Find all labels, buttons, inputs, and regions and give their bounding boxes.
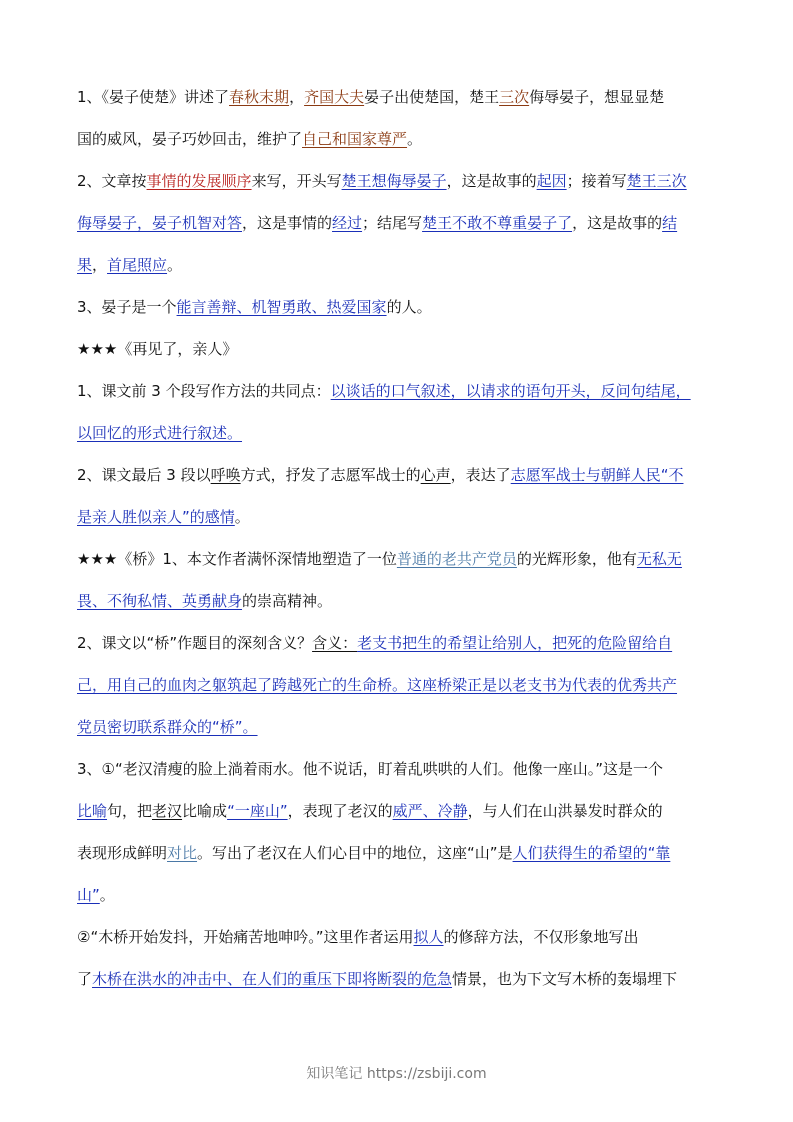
text-line: [77, 118, 717, 160]
text-segment: ，: [92, 256, 108, 274]
text-line: [77, 202, 717, 244]
underlined-answer: 比喻: [77, 802, 108, 820]
underlined-answer: 是亲人胜似亲人”的感情: [77, 508, 235, 526]
underlined-answer: 心声: [420, 466, 451, 484]
text-segment: ；接着写: [566, 172, 627, 190]
underlined-answer: 首尾照应: [107, 256, 168, 274]
text-segment: ，: [289, 88, 305, 106]
text-segment: 比喻成: [182, 802, 228, 820]
underlined-answer: 经过: [332, 214, 363, 232]
text-line: [77, 496, 717, 538]
text-segment: 。: [99, 886, 115, 904]
text-line: [77, 76, 717, 118]
underlined-answer: 己，用自己的血肉之躯筑起了跨越死亡的生命桥。这座桥梁正是以老支书为代表的优秀共产: [77, 676, 678, 694]
underlined-answer: 党员密切联系群众的“桥”。: [77, 718, 258, 736]
text-segment: 3、①“老汉清瘦的脸上淌着雨水。他不说话，盯着乱哄哄的人们。他像一座山。”这是一个: [77, 760, 664, 778]
text-segment: 。: [407, 130, 423, 148]
underlined-answer: 以回忆的形式进行叙述。: [77, 424, 243, 442]
text-segment: 的崇高精神。: [242, 592, 333, 610]
underlined-answer: 志愿军战士与朝鲜人民“不: [510, 466, 684, 484]
text-segment: 国的威风，晏子巧妙回击，维护了: [77, 130, 303, 148]
text-segment: 表现形成鲜明: [77, 844, 168, 862]
text-segment: ，这是故事的: [572, 214, 663, 232]
text-line: [77, 664, 717, 706]
underlined-answer: 春秋末期: [229, 88, 290, 106]
text-segment: 1、课文前 3 个段写作方法的共同点：: [77, 382, 331, 400]
underlined-answer: 侮辱晏子，晏子机智对答: [77, 214, 243, 232]
text-segment: 侮辱晏子，想显显楚: [529, 88, 665, 106]
text-line: [77, 748, 717, 790]
text-segment: 1、《晏子使楚》讲述了: [77, 88, 230, 106]
text-line: [77, 370, 717, 412]
text-segment: ，与人们在山洪暴发时群众的: [467, 802, 663, 820]
underlined-answer: “一座山”: [227, 802, 288, 820]
text-segment: ；结尾写: [362, 214, 423, 232]
text-line: [77, 580, 717, 622]
text-line: [77, 874, 717, 916]
underlined-answer: 老汉: [152, 802, 183, 820]
text-segment: 。写出了老汉在人们心目中的地位，这座“山”是: [197, 844, 513, 862]
text-segment: ★★★《再见了，亲人》: [77, 340, 238, 358]
text-segment: ★★★《桥》1、本文作者满怀深情地塑造了一位: [77, 550, 397, 568]
text-segment: ，表现了老汉的: [287, 802, 393, 820]
underlined-answer: 果: [77, 256, 93, 274]
text-line: [77, 412, 717, 454]
underlined-answer: 无私无: [636, 550, 682, 568]
underlined-answer: 以谈话的口气叙述，以请求的语句开头，反问句结尾，: [330, 382, 691, 400]
underlined-answer: 山”: [77, 886, 100, 904]
text-segment: ，这是事情的: [242, 214, 333, 232]
text-segment: 3、晏子是一个: [77, 298, 177, 316]
text-line: [77, 832, 717, 874]
text-segment: ，这是故事的: [446, 172, 537, 190]
underlined-answer: 拟人: [413, 928, 444, 946]
underlined-answer: 三次: [499, 88, 530, 106]
underlined-answer: 结: [662, 214, 678, 232]
text-segment: 的人。: [386, 298, 432, 316]
text-line: [77, 538, 717, 580]
text-line: [77, 916, 717, 958]
underlined-answer: 人们获得生的希望的“靠: [512, 844, 671, 862]
text-segment: 情景，也为下文写木桥的轰塌埋下: [452, 970, 678, 988]
text-line: [77, 160, 717, 202]
underlined-answer: 楚王不敢不尊重晏子了: [422, 214, 573, 232]
text-line: [77, 454, 717, 496]
text-line: [77, 958, 717, 1000]
text-segment: 2、文章按: [77, 172, 147, 190]
underlined-answer: 起因: [536, 172, 567, 190]
text-segment: 2、课文最后 3 段以: [77, 466, 211, 484]
underlined-answer: 畏、不徇私情、英勇献身: [77, 592, 243, 610]
underlined-answer: 含义：: [312, 634, 358, 652]
underlined-answer: 楚王想侮辱晏子: [341, 172, 447, 190]
text-segment: 的光辉形象，他有: [516, 550, 637, 568]
text-line: [77, 622, 717, 664]
text-line: [77, 706, 717, 748]
text-segment: ，表达了: [450, 466, 511, 484]
text-segment: 句，把: [107, 802, 153, 820]
text-segment: 方式，抒发了志愿军战士的: [240, 466, 421, 484]
text-segment: 的修辞方法，不仅形象地写出: [443, 928, 639, 946]
text-segment: 了: [77, 970, 93, 988]
text-segment: 来写，开头写: [251, 172, 342, 190]
underlined-answer: 对比: [167, 844, 198, 862]
text-line: [77, 328, 717, 370]
underlined-answer: 威严、冷静: [392, 802, 468, 820]
underlined-answer: 老支书把生的希望让给别人，把死的危险留给自: [357, 634, 673, 652]
text-line: [77, 244, 717, 286]
underlined-answer: 事情的发展顺序: [146, 172, 252, 190]
underlined-answer: 呼唤: [210, 466, 241, 484]
underlined-answer: 能言善辩、机智勇敢、热爱国家: [176, 298, 387, 316]
text-segment: ②“木桥开始发抖，开始痛苦地呻吟。”这里作者运用: [77, 928, 414, 946]
text-segment: 。: [167, 256, 183, 274]
text-segment: 2、课文以“桥”作题目的深刻含义？: [77, 634, 313, 652]
underlined-answer: 楚王三次: [626, 172, 687, 190]
text-segment: 。: [234, 508, 250, 526]
underlined-answer: 自己和国家尊严: [302, 130, 408, 148]
underlined-answer: 木桥在洪水的冲击中、在人们的重压下即将断裂的危急: [92, 970, 453, 988]
text-line: [77, 286, 717, 328]
footer-watermark: 知识笔记 https://zsbiji.com: [306, 1066, 487, 1082]
underlined-answer: 齐国大夫: [304, 88, 365, 106]
text-segment: 晏子出使楚国，楚王: [364, 88, 500, 106]
text-line: [77, 790, 717, 832]
underlined-answer: 普通的老共产党员: [396, 550, 517, 568]
